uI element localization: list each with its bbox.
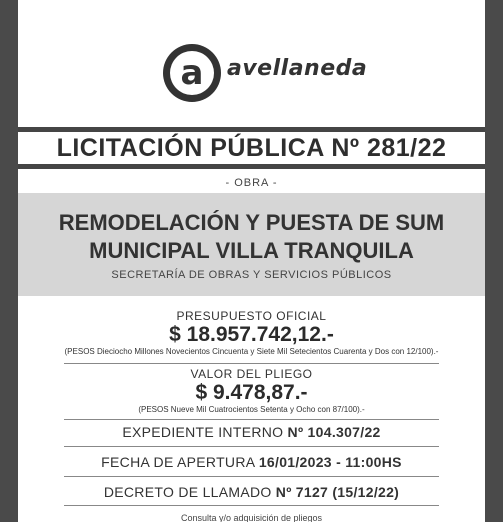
budget-words: (PESOS Dieciocho Millones Novecientos Cincuenta y Siete Mil Setecientos Cuarenta y Dos con 12/100).- (64, 347, 439, 356)
opening-row (18, 454, 485, 470)
divider (64, 476, 439, 477)
sheet-value-label: VALOR DEL PLIEGO (190, 367, 313, 381)
opening-label: FECHA DE APERTURA (101, 454, 255, 470)
document-sheet (18, 0, 485, 522)
sheet-value-words: (PESOS Nueve Mil Cuatrocientos Setenta y Ocho con 87/100).- (138, 405, 365, 414)
title-band (18, 127, 485, 169)
category-label: - OBRA - (225, 177, 278, 189)
budget-amount: $ 18.957.742,12.- (169, 323, 334, 346)
project-title-line1: REMODELACIÓN Y PUESTA DE SUM (58, 210, 445, 235)
divider (64, 446, 439, 447)
decree-value: Nº 7127 (15/12/22) (275, 484, 400, 500)
project-title (18, 209, 485, 265)
divider (64, 419, 439, 420)
sheet-value-block (18, 367, 485, 414)
budget-label: PRESUPUESTO OFICIAL (176, 309, 327, 323)
department-label: SECRETARÍA DE OBRAS Y SERVICIOS PÚBLICOS (111, 269, 392, 281)
logo-wordmark: avellaneda (227, 56, 368, 81)
divider (64, 505, 439, 506)
divider (64, 363, 439, 364)
decree-row (18, 484, 485, 500)
file-value: Nº 104.307/22 (287, 424, 381, 440)
logo-circle-icon (163, 44, 221, 102)
budget-block (18, 309, 485, 356)
avellaneda-logo (163, 44, 368, 108)
file-row (18, 424, 485, 440)
project-title-line2: MUNICIPAL VILLA TRANQUILA (89, 238, 414, 263)
footer-note: Consulta y/o adquisición de pliegos (180, 513, 323, 522)
project-box (18, 193, 485, 296)
logo-glyph: a (170, 51, 214, 95)
opening-value: 16/01/2023 - 11:00HS (258, 454, 402, 470)
decree-label: DECRETO DE LLAMADO (103, 484, 272, 500)
file-label: EXPEDIENTE INTERNO (122, 424, 284, 440)
tender-title: LICITACIÓN PÚBLICA Nº 281/22 (18, 132, 485, 164)
sheet-value-amount: $ 9.478,87.- (195, 381, 308, 404)
